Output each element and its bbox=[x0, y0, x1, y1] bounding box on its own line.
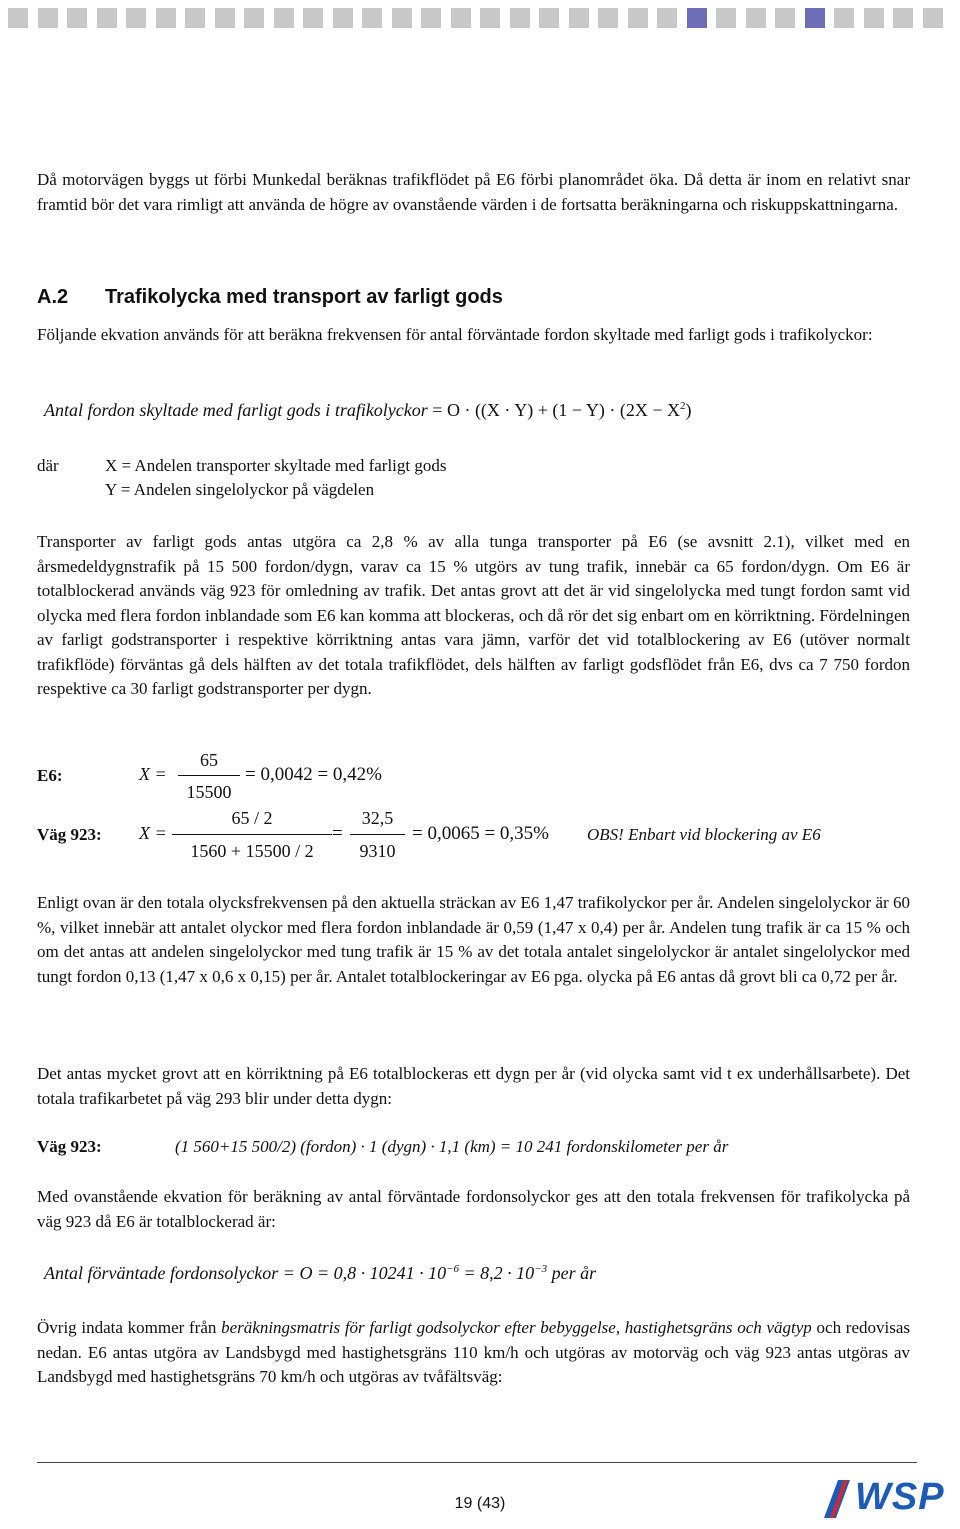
top-bar-square bbox=[156, 8, 176, 28]
expected-paragraph: Med ovanstående ekvation för beräkning av antal förväntade fordonsolyckor ges att den totala frekvensen för trafikolycka på väg 923 då E6 är totalblockerad är: bbox=[37, 1187, 910, 1231]
y-definition: Y = Andelen singelolyckor på vägdelen bbox=[105, 480, 375, 499]
vag923-fraction-bar-1 bbox=[172, 834, 332, 835]
page-number: 19 (43) bbox=[454, 1495, 506, 1512]
top-bar-square bbox=[303, 8, 323, 28]
wsp-logo-text: WSP bbox=[855, 1476, 945, 1518]
top-bar-square bbox=[8, 8, 28, 28]
vag923-note: OBS! Enbart vid blockering av E6 bbox=[587, 825, 821, 844]
main-equation-rhs: = O · ((X · Y) + (1 − Y) · (2X − X bbox=[432, 400, 681, 420]
top-bar-square bbox=[67, 8, 87, 28]
section-heading bbox=[37, 286, 503, 309]
top-bar-square bbox=[215, 8, 235, 28]
vag923-numerator-1: 65 / 2 bbox=[231, 808, 273, 828]
e6-numerator: 65 bbox=[200, 750, 218, 770]
traffic-work-label: Väg 923: bbox=[37, 1137, 102, 1156]
vag923-fraction-bar-2 bbox=[350, 834, 405, 835]
top-bar-square bbox=[746, 8, 766, 28]
transport-paragraph: Transporter av farligt gods antas utgöra ca 2,8 % av alla tunga transporter på E6 (se avsnitt 2.1), vilket med en årsmedeldygnstrafik på 15 500 fordon/dygn, varav ca 15 % utgörs av tung trafik, innebär ca 65 fordon/dygn. Om E6 är totalblockerad används väg 923 för omledning av trafik. Det antas grovt att det är vid singelolycka med tungt fordon samt vid olycka med flera fordon inblandade som E6 kan komma att blockeras, och då rör det sig enbart om en körriktning. Fördelningen av farligt godstransporter i respektive körriktning antas vara jämn, varför det vid totalblockering av E6 (utöver normalt trafikflöde) förväntas gå dels hälften av det totala trafikflödet, dels hälften av farligt godsflödet från E6, dvs ca 7 750 fordon respektive ca 30 farligt godstransporter per dygn. bbox=[37, 532, 910, 698]
top-bar-square bbox=[716, 8, 736, 28]
top-bar-square bbox=[185, 8, 205, 28]
main-equation-lhs: Antal fordon skyltade med farligt gods i trafikolyckor bbox=[44, 400, 428, 420]
top-bar-square bbox=[628, 8, 648, 28]
e6-fraction-bar bbox=[178, 775, 240, 776]
vag923-label: Väg 923: bbox=[37, 825, 102, 844]
main-equation-exponent: 2 bbox=[680, 400, 686, 412]
main-equation bbox=[44, 400, 692, 421]
e6-x: X = bbox=[139, 764, 167, 784]
expected-equation-exp2: −3 bbox=[534, 1263, 548, 1275]
top-bar-square bbox=[657, 8, 677, 28]
x-definition: X = Andelen transporter skyltade med farligt gods bbox=[105, 456, 447, 475]
other-input-c: och redovisas nedan. E6 antas utgöra av Landsbygd med hastighetsgräns 110 km/h och utgöras av motorväg och väg 923 antas utgöras av Landsbygd med hastighetsgräns 70 km/h och utgöras av tvåfältsväg: bbox=[37, 1318, 910, 1386]
top-bar-square bbox=[923, 8, 943, 28]
intro-paragraph: Då motorvägen byggs ut förbi Munkedal beräknas trafikflödet på E6 förbi planområdet öka. Då detta är inom en relativt snar framtid bör det vara rimligt att använda de högre av ovanstående värden i de fortsatta beräkningarna och riskuppskattningarna. bbox=[37, 170, 910, 214]
vag923-numerator-2: 32,5 bbox=[361, 808, 394, 828]
expected-equation-lhs: Antal förväntade fordonsolyckor = O = 0,8 · 10241 · 10 bbox=[44, 1263, 447, 1283]
top-bar-square bbox=[274, 8, 294, 28]
top-bar-square bbox=[244, 8, 264, 28]
top-bar-square bbox=[362, 8, 382, 28]
e6-result: = 0,0042 = 0,42% bbox=[245, 764, 383, 785]
top-bar-square bbox=[687, 8, 707, 28]
top-bar-square bbox=[893, 8, 913, 28]
vag923-result: = 0,0065 = 0,35% bbox=[412, 823, 550, 844]
section-number: A.2 bbox=[37, 286, 69, 308]
expected-equation-unit: per år bbox=[547, 1263, 597, 1283]
footer-rule bbox=[37, 1462, 917, 1463]
top-bar-square bbox=[539, 8, 559, 28]
e6-denominator: 15500 bbox=[186, 782, 232, 802]
vag923-denominator-2: 9310 bbox=[359, 841, 396, 861]
other-input-a: Övrig indata kommer från bbox=[37, 1318, 222, 1337]
top-bar-square bbox=[38, 8, 58, 28]
traffic-work-expression: (1 560+15 500/2) (fordon) · 1 (dygn) · 1,1 (km) = 10 241 fordonskilometer per år bbox=[175, 1137, 729, 1156]
other-input-italic: beräkningsmatris för farligt godsolyckor efter bebyggelse, hastighetsgräns och vägtyp bbox=[221, 1318, 812, 1337]
top-bar-square bbox=[805, 8, 825, 28]
top-bar-square bbox=[421, 8, 441, 28]
equation-intro-paragraph: Följande ekvation används för att beräkna frekvensen för antal förväntade fordon skyltade med farligt gods i trafikolyckor: bbox=[37, 325, 873, 344]
top-decorative-bar bbox=[0, 0, 960, 34]
top-bar-square bbox=[864, 8, 884, 28]
top-bar-square bbox=[392, 8, 412, 28]
vag923-x: X = bbox=[139, 823, 167, 843]
blocked-paragraph: Det antas mycket grovt att en körriktning på E6 totalblockeras ett dygn per år (vid olycka samt vid t ex underhållsarbete). Det totala trafikarbetet på väg 293 blir under detta dygn: bbox=[37, 1064, 910, 1108]
top-bar-square bbox=[126, 8, 146, 28]
expected-equation bbox=[44, 1263, 596, 1284]
other-input-paragraph bbox=[37, 1316, 910, 1390]
e6-label: E6: bbox=[37, 766, 63, 785]
section-title: Trafikolycka med transport av farligt gods bbox=[105, 286, 503, 308]
top-bar-square bbox=[333, 8, 353, 28]
top-bar-square bbox=[775, 8, 795, 28]
top-bar-square bbox=[834, 8, 854, 28]
top-bar-square bbox=[451, 8, 471, 28]
vag923-equals: = bbox=[332, 823, 343, 844]
main-equation-close: ) bbox=[685, 400, 692, 420]
expected-equation-mid: = 8,2 · 10 bbox=[459, 1263, 535, 1283]
top-bar-square bbox=[97, 8, 117, 28]
top-bar-square bbox=[510, 8, 530, 28]
top-bar-square bbox=[569, 8, 589, 28]
vag923-denominator-1: 1560 + 15500 / 2 bbox=[190, 841, 314, 861]
top-bar-square bbox=[480, 8, 500, 28]
where-label: där bbox=[37, 456, 59, 475]
expected-equation-exp1: −6 bbox=[446, 1263, 460, 1275]
top-bar-square bbox=[598, 8, 618, 28]
frequency-paragraph: Enligt ovan är den totala olycksfrekvensen på den aktuella sträckan av E6 1,47 trafikolyckor per år. Andelen singelolyckor är 60 %, vilket innebär att antalet olyckor med flera fordon inblandade är 0,59 (1,47 x 0,4) per år. Andelen tung trafik är ca 15 % och om det antas att andelen singelolyckor med tung trafik är 15 % av det totala antalet singelolyckor är antalet singelolyckor med tungt fordon 0,13 (1,47 x 0,6 x 0,15) per år. Antalet totalblockeringar av E6 pga. olycka på E6 antas då grovt bli ca 0,72 per år. bbox=[37, 893, 910, 986]
